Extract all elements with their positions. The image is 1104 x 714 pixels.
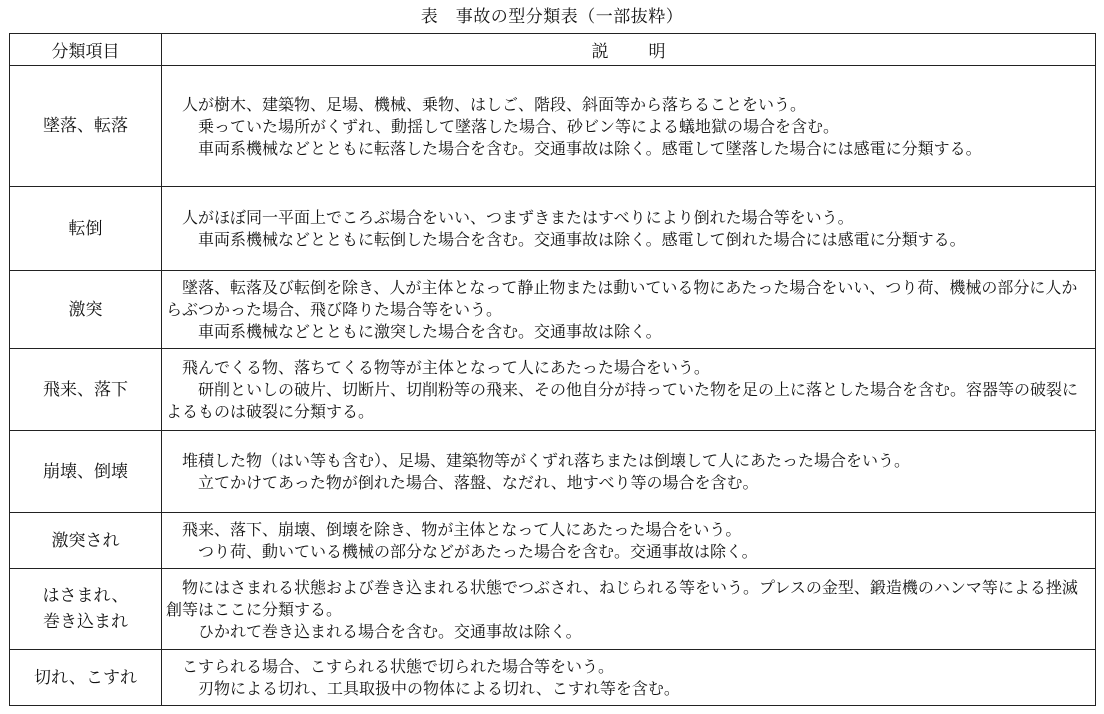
table-row bbox=[10, 66, 1096, 187]
category-label: 切れ、こすれ bbox=[33, 667, 138, 688]
category-cell bbox=[10, 271, 162, 349]
category-label: 墜落、転落 bbox=[43, 116, 128, 136]
description-note: ひかれて巻き込まれる場合を含む。交通事故は除く。 bbox=[198, 621, 582, 641]
description-note: 車両系機械などとともに転倒した場合を含む。交通事故は除く。感電して倒れた場合には感電に分類する。 bbox=[198, 230, 966, 249]
table-body bbox=[10, 66, 1096, 706]
description-cell bbox=[162, 650, 1096, 706]
description-cell bbox=[162, 513, 1096, 569]
header-description-char-1: 説 bbox=[591, 42, 609, 62]
category-label: 激突 bbox=[68, 299, 103, 320]
header-description bbox=[162, 34, 1096, 66]
category-label: はさまれ、 bbox=[42, 586, 129, 606]
category-cell bbox=[10, 349, 162, 431]
description-paragraph: 墜落、転落及び転倒を除き、人が主体となって静止物または動いている物にあたった場合をいい、つり荷、機械の部分に人からぶつかった場合、飛び降りた場合等をいう。 bbox=[166, 278, 1078, 319]
table-row bbox=[10, 650, 1096, 706]
description-cell bbox=[162, 66, 1096, 187]
description-paragraph: 堆積した物（はい等も含む）、足場、建築物等がくずれ落ちまたは倒壊して人にあたった場合をいう。 bbox=[182, 451, 911, 470]
description-paragraph: 飛んでくる物、落ちてくる物等が主体となって人にあたった場合をいう。 bbox=[182, 358, 710, 377]
category-label: 転倒 bbox=[68, 218, 103, 239]
description-note: 刃物による切れ、工具取扱中の物体による切れ、こすれ等を含む。 bbox=[198, 679, 680, 698]
header-category: 分類項目 bbox=[10, 34, 162, 66]
category-cell bbox=[10, 650, 162, 706]
table-title: 表 事故の型分類表（一部抜粋） bbox=[420, 7, 684, 27]
description-note: 乗っていた場所がくずれ、動揺して墜落した場合、砂ビン等による蟻地獄の場合を含む。 bbox=[198, 116, 839, 136]
category-cell bbox=[10, 431, 162, 513]
description-paragraph: 人がほぼ同一平面上でころぶ場合をいい、つまずきまたはすべりにより倒れた場合等をいう。 bbox=[182, 208, 854, 227]
category-label: 崩壊、倒壊 bbox=[43, 461, 128, 482]
description-cell bbox=[162, 431, 1096, 513]
description-note: 車両系機械などとともに激突した場合を含む。交通事故は除く。 bbox=[198, 322, 662, 341]
table-row bbox=[10, 349, 1096, 431]
table-row bbox=[10, 187, 1096, 271]
category-label: 激突され bbox=[51, 530, 120, 551]
classification-table bbox=[9, 33, 1096, 706]
description-note: 立てかけてあった物が倒れた場合、落盤、なだれ、地すべり等の場合を含む。 bbox=[198, 473, 759, 492]
table-row bbox=[10, 569, 1096, 650]
table-row bbox=[10, 513, 1096, 569]
category-label: 巻き込まれ bbox=[43, 612, 128, 632]
table-row bbox=[10, 431, 1096, 513]
header-description-char-2: 明 bbox=[648, 42, 666, 62]
description-note: 研削といしの破片、切断片、切削粉等の飛来、その他自分が持っていた物を足の上に落とした場合を含む。容器等の破裂によるものは破裂に分類する。 bbox=[166, 380, 1079, 421]
description-paragraph: 人が樹木、建築物、足場、機械、乗物、はしご、階段、斜面等から落ちることをいう。 bbox=[182, 94, 807, 114]
category-label: 飛来、落下 bbox=[43, 379, 128, 400]
category-cell bbox=[10, 513, 162, 569]
description-cell bbox=[162, 569, 1096, 650]
description-cell bbox=[162, 187, 1096, 271]
header-row bbox=[10, 34, 1096, 66]
description-cell bbox=[162, 349, 1096, 431]
category-cell bbox=[10, 569, 162, 650]
description-paragraph: こすられる場合、こすられる状態で切られた場合等をいう。 bbox=[182, 657, 615, 676]
description-cell bbox=[162, 271, 1096, 349]
category-cell bbox=[10, 66, 162, 187]
category-cell bbox=[10, 187, 162, 271]
description-note: つり荷、動いている機械の部分などがあたった場合を含む。交通事故は除く。 bbox=[198, 542, 758, 561]
description-paragraph: 飛来、落下、崩壊、倒壊を除き、物が主体となって人にあたった場合をいう。 bbox=[182, 520, 742, 539]
description-paragraph: 物にはさまれる状態および巻き込まれる状態でつぶされ、ねじられる等をいう。プレスの金型、鍛造機のハンマ等による挫滅創等はここに分類する。 bbox=[166, 577, 1078, 619]
table-row bbox=[10, 271, 1096, 349]
description-note: 車両系機械などとともに転落した場合を含む。交通事故は除く。感電して墜落した場合には感電に分類する。 bbox=[198, 138, 982, 158]
